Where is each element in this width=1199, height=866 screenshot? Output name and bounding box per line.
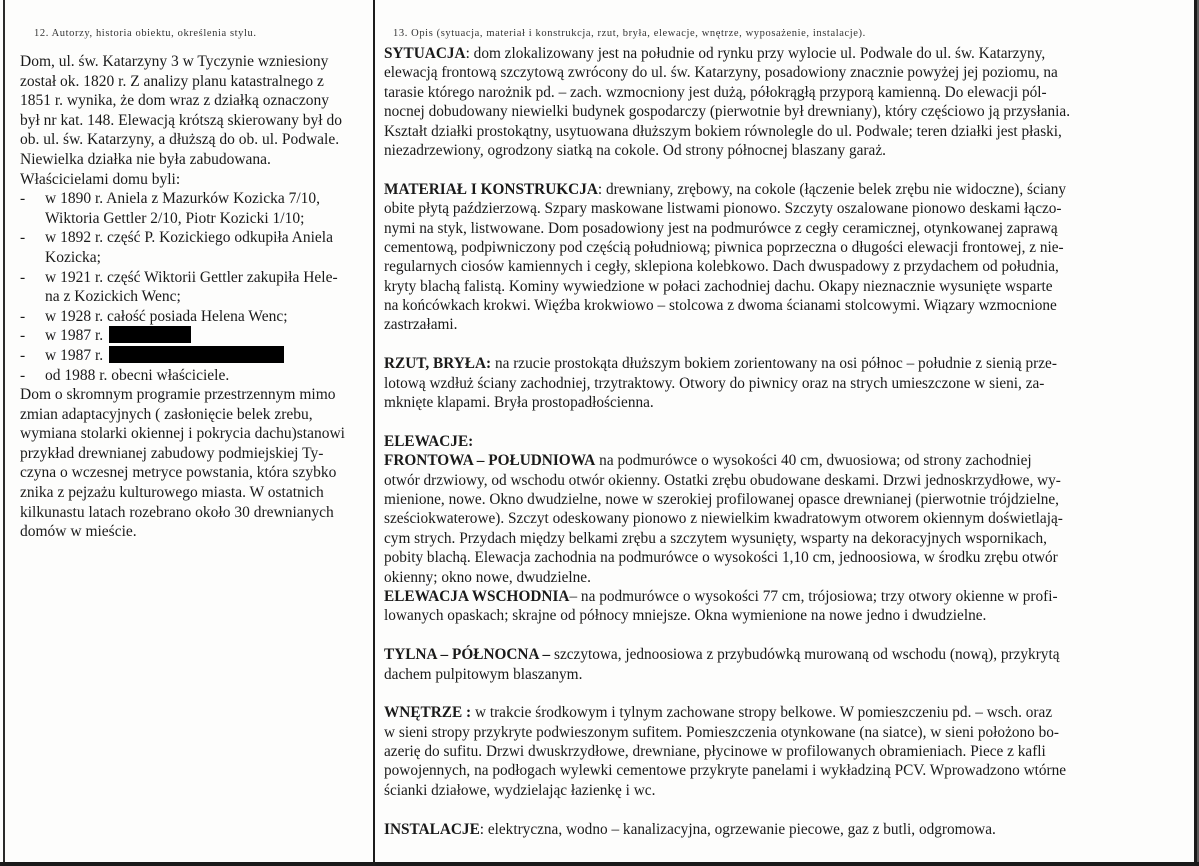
bottom-border [0, 862, 1199, 866]
rzut-heading: RZUT, BRYŁA: [384, 355, 492, 373]
tylna-line: TYLNA – PÓŁNOCNA – szczytowa, jednoosiowa z przybudówką murowaną od wschodu (nową), przykrytą [384, 646, 1060, 664]
history-line: Właścicielami domu byli: [20, 170, 181, 188]
owner-item: - w 1892 r. część P. Kozickiego odkupiła Aniela [20, 229, 333, 247]
closing-line: domów w mieście. [20, 523, 137, 541]
frontowa-heading: FRONTOWA – POŁUDNIOWA [384, 452, 596, 470]
frontowa-line: mienione, nowe. Okno dwudzielne, nowe w szerokiej profilowanej opasce drewnianej (pierwotnie trójdzielne, [384, 490, 1059, 508]
material-line: nymi na styk, listwowane. Dom posadowiony jest na podmurówce z cegły ceramicznej, otynkowanej zaprawą [384, 219, 1058, 237]
wschodnia-heading: ELEWACJA WSCHODNIA [384, 587, 570, 605]
material-line: na końcówkach krokwi. Więźba krokwiowo – stolcowa z dwoma ścianami stolcowymi. Wiązary wzmocnione [384, 297, 1057, 315]
material-line: MATERIAŁ I KONSTRUKCJA: drewniany, zrębowy, na cokole (łączenie belek zrębu nie widoczne), ściany [384, 180, 1067, 198]
instalacje-line: INSTALACJE: elektryczna, wodno – kanalizacyjna, ogrzewanie piecowe, gaz z butli, odgromowa. [384, 820, 996, 838]
owner-item: - w 1928 r. całość posiada Helena Wenc; [20, 307, 288, 325]
frontowa-line: sześciokwaterowe). Szczyt odeskowany pionowo z niewielkim kwadratowym otworem okiennym doświetlają- [384, 510, 1063, 528]
owner-item: - w 1890 r. Aniela z Mazurków Kozicka 7/10, [20, 190, 321, 208]
frontowa-line: okienny; okno nowe, dwudzielne. [384, 568, 591, 586]
wschodnia-line: lowanych opaskach; skrajne od północy mniejsze. Okna wymienione na nowe jedno i dwudzielne. [384, 607, 987, 625]
wnetrze-line: azerię do sufitu. Drzwi dwuskrzydłowe, drewniane, płycinowe w profilowanych obramieniach. Piece z kafli [384, 743, 1046, 761]
material-line: zastrzałami. [384, 316, 458, 334]
history-line: został ok. 1820 r. Z analizy planu katastralnego z [20, 72, 324, 90]
sytuacja-line: elewacją frontową szczytową zwrócony do ul. św. Katarzyny, posadowiony znacznie powyżej jej poziomu, na [384, 64, 1058, 82]
material-line: kryty blachą falistą. Kominy wywiedzione w połaci zachodniej dachu. Okapy nieznacznie wysunięte wsparte [384, 277, 1053, 295]
wnetrze-line: powojennych, na podłogach wylewki cementowe przykryte panelami i wykładziną PCV. Wprowadzono wtórne [384, 762, 1067, 780]
rzut-line: RZUT, BRYŁA: na rzucie prostokąta dłuższym bokiem zorientowany na osi północ – południe z sienią prze- [384, 355, 1057, 373]
wnetrze-line: WNĘTRZE : w trakcie środkowym i tylnym zachowane stropy belkowe. W pomieszczeniu pd. – wsch. oraz [384, 704, 1053, 722]
closing-line: przykład drewnianej zabudowy podmiejskiej Ty- [20, 444, 324, 462]
closing-line: Dom o skromnym programie przestrzennym mimo [20, 386, 336, 404]
material-line: obite płytą paździerzową. Szpary maskowane listwami pionowo. Szczyty oszalowane pionowo deskami łączo- [384, 200, 1062, 218]
sytuacja-line: tarasie którego narożnik pd. – zach. wzmocniony jest dużą, półokrągłą przyporą kamienną. Do elewacji pól- [384, 83, 1047, 101]
sytuacja-heading: SYTUACJA [384, 45, 466, 62]
wnetrze-heading: WNĘTRZE : [384, 704, 472, 722]
description-section [384, 44, 1184, 839]
instalacje-heading: INSTALACJE [384, 820, 480, 838]
closing-line: kilkunastu latach rozebrano około 30 drewnianych [20, 503, 334, 521]
frontowa-line: otwór drzwiowy, od wschodu otwór okienny. Ostatki zrębu obudowane deskami. Drzwi jednoskrzydłowe, wy- [384, 471, 1061, 489]
owner-item: - w 1987 r. [20, 346, 372, 366]
elewacje-heading: ELEWACJE: [384, 432, 474, 450]
owner-item: - od 1988 r. obecni właściciele. [20, 366, 230, 384]
history-section [20, 52, 372, 542]
rzut-line: lotową wzdłuż ściany zachodniej, trzytraktowy. Otwory do piwnicy oraz na strych umieszczone w sieni, za- [384, 374, 1045, 392]
history-line: Niewielka działka nie była zabudowana. [20, 150, 271, 168]
owner-item: - w 1987 r. [20, 326, 372, 346]
history-line: ob. ul. św. Katarzyny, a dłuższą do ob. ul. Podwale. [20, 131, 340, 149]
wschodnia-line: ELEWACJA WSCHODNIA– na podmurówce o wysokości 77 cm, trójosiowa; trzy otwory okienne w profi- [384, 587, 1058, 605]
history-line: był nr kat. 148. Elewacją krótszą skierowany był do [20, 111, 342, 129]
wnetrze-line: w sieni stropy przykryte podwieszonym sufitem. Pomieszczenia otynkowane (na siatce), w sieni położono bo- [384, 723, 1060, 741]
history-line: Dom, ul. św. Katarzyny 3 w Tyczynie wzniesiony [20, 53, 329, 70]
redaction-bar [109, 326, 191, 343]
rzut-line: mknięte klapami. Bryła prostopadłościenna. [384, 394, 654, 412]
owner-item-cont: Kozicka; [45, 248, 101, 266]
tylna-heading: TYLNA – PÓŁNOCNA – [384, 646, 551, 664]
left-column-header: 12. Autorzy, historia obiektu, określenia stylu. [34, 28, 257, 39]
sytuacja-line: SYTUACJA: dom zlokalizowany jest na południe od rynku przy wylocie ul. Podwale do ul. św. Katarzyny, [384, 45, 1046, 62]
history-line: 1851 r. wynika, że dom wraz z działką oznaczony [20, 92, 330, 110]
closing-line: zmian adaptacyjnych ( zasłonięcie belek zrebu, [20, 405, 313, 423]
closing-line: czyna o wczesnej metryce powstania, która szybko [20, 464, 337, 482]
material-heading: MATERIAŁ I KONSTRUKCJA [384, 180, 598, 198]
frontowa-line: cym strych. Przydach między belkami zrębu a szczytem wysunięty, wsparty na dekoracyjnych wspornikach, [384, 529, 1047, 547]
closing-line: znika z pejzażu kulturowego miasta. W ostatnich [20, 484, 324, 502]
sytuacja-line: nocnej dobudowany niewielki budynek gospodarczy (pierwotnie był drewniany), który częściowo ją przysłania. [384, 103, 1071, 121]
owner-item-cont: Wiktoria Gettler 2/10, Piotr Kozicki 1/10; [45, 209, 305, 227]
sytuacja-line: niezadrzewiony, ogrodzony siatką na cokole. Od strony północnej blaszany garaż. [384, 141, 886, 159]
left-border [3, 0, 5, 866]
material-line: cementową, podpiwniczony pod częścią południową; piwnica poprzeczna o długości elewacji frontowej, z nie- [384, 238, 1064, 256]
column-divider [373, 0, 375, 866]
frontowa-line: FRONTOWA – POŁUDNIOWA na podmurówce o wysokości 40 cm, dwuosiowa; od strony zachodniej [384, 452, 1032, 470]
closing-line: wymiana stolarki okiennej i pokrycia dachu)stanowi [20, 425, 345, 443]
redaction-bar [109, 346, 284, 363]
owner-item: - w 1921 r. część Wiktorii Gettler zakupiła Hele- [20, 268, 338, 286]
frontowa-line: pobity blachą. Elewacja zachodnia na podmurówce o wysokości 1,10 cm, jednoosiowa, w środku zrębu otwór [384, 549, 1058, 567]
tylna-line: dachem pulpitowym blaszanym. [384, 665, 583, 683]
wnetrze-line: ścianki działowe, wydzielając łazienkę i wc. [384, 781, 656, 799]
owner-item-cont: na z Kozickich Wenc; [45, 288, 181, 306]
right-column-header: 13. Opis (sytuacja, materiał i konstrukcja, rzut, bryła, elewacje, wnętrze, wyposażenie, instalacje). [393, 28, 866, 39]
sytuacja-line: Kształt działki prostokątny, usytuowana dłuższym bokiem równolegle do ul. Podwale; teren działki jest płaski, [384, 122, 1062, 140]
material-line: regularnych ciosów kamiennych i cegły, sklepiona kolebkowo. Dach dwuspadowy z przydachem od południa, [384, 258, 1059, 276]
